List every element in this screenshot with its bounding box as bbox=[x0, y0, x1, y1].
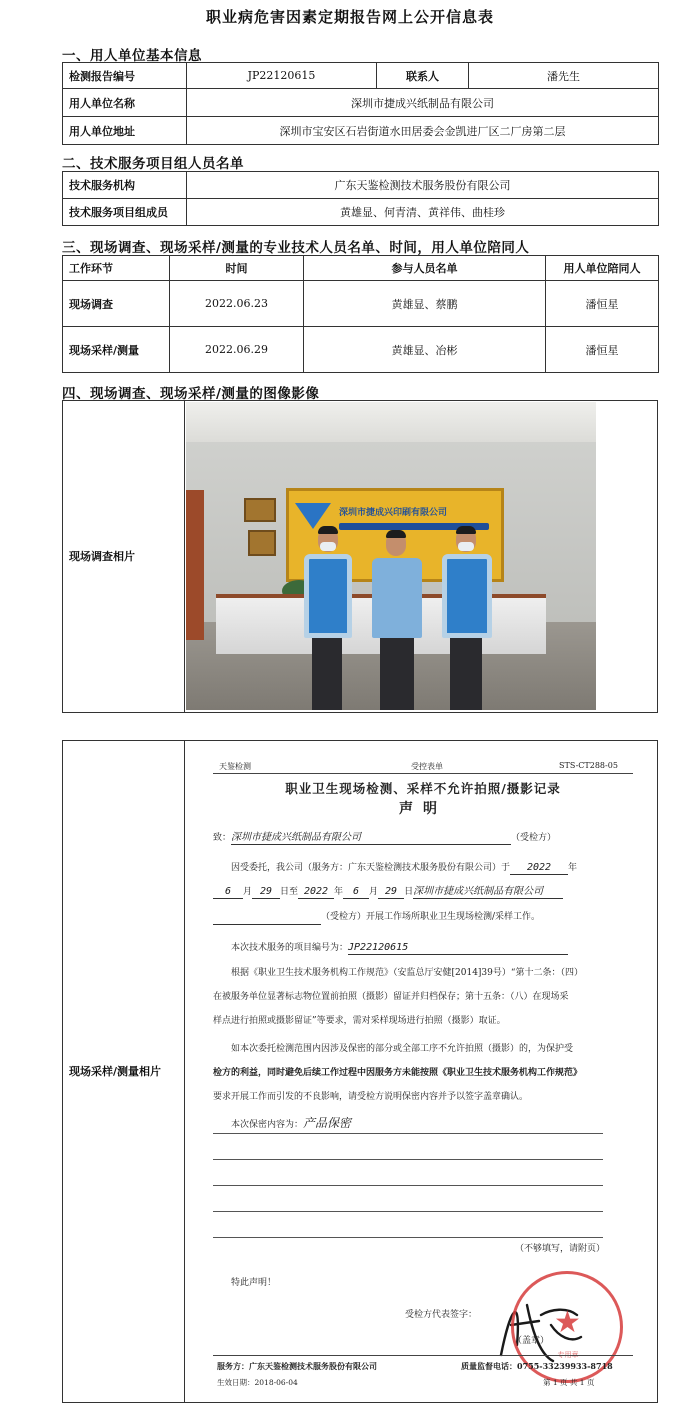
statement-declare: 特此声明！ bbox=[231, 1278, 277, 1288]
statement-header-right: STS-CT288-05 bbox=[559, 761, 618, 770]
header-date: 时间 bbox=[170, 256, 304, 281]
contact-value: 潘先生 bbox=[469, 63, 659, 89]
page-title: 职业病危害因素定期报告网上公开信息表 bbox=[205, 8, 494, 26]
row1-companion: 潘恒星 bbox=[546, 281, 659, 327]
statement-header-rule bbox=[213, 773, 633, 774]
statement-confidential-label: 本次保密内容为： bbox=[231, 1120, 304, 1130]
table-row bbox=[63, 327, 659, 373]
statement-blank-line bbox=[213, 1185, 603, 1186]
service-org-label: 技术服务机构 bbox=[63, 172, 187, 199]
statement-header-mid: 受控表单 bbox=[411, 762, 443, 771]
statement-month-end: 6 bbox=[343, 885, 369, 899]
statement-blank-line bbox=[213, 1211, 603, 1212]
statement-para3-line3: 样点进行拍照或摄影留证”等要求，需对采样现场进行拍照（摄影）取证。 bbox=[213, 1016, 506, 1026]
row1-staff: 黄雄显、蔡鹏 bbox=[304, 281, 546, 327]
report-no-value: JP22120615 bbox=[187, 63, 377, 89]
statement-sign-label: 受检方代表签字： bbox=[405, 1310, 478, 1320]
statement-year-suffix: 年 bbox=[568, 863, 578, 873]
row2-companion: 潘恒星 bbox=[546, 327, 659, 373]
section2-heading: 二、技术服务项目组人员名单 bbox=[62, 156, 244, 172]
statement-to-company: 深圳市捷成兴纸制品有限公司 bbox=[231, 831, 511, 845]
statement-date-text: 日 bbox=[404, 887, 414, 897]
statement-para1-line1 bbox=[231, 861, 651, 875]
statement-title: 职业卫生现场检测、采样不允许拍照/摄影记录 bbox=[285, 781, 561, 796]
unit-address-value: 深圳市宝安区石岩街道水田居委会金凯进厂区二厂房第二层 bbox=[187, 117, 659, 145]
statement-recipient-line bbox=[213, 831, 633, 845]
unit-name-value: 深圳市捷成兴纸制品有限公司 bbox=[187, 89, 659, 117]
photo-ceiling bbox=[186, 402, 596, 442]
statement-date-text: 月 bbox=[369, 887, 379, 897]
statement-to-suffix: （受检方） bbox=[511, 833, 557, 843]
service-org-value: 广东天鉴检测技术服务股份有限公司 bbox=[187, 172, 659, 199]
statement-para1-line3 bbox=[213, 911, 633, 925]
statement-header-left: 天鉴检测 bbox=[219, 762, 251, 771]
section1-heading: 一、用人单位基本信息 bbox=[62, 48, 202, 64]
seal-text: 专用章 bbox=[557, 1351, 579, 1359]
statement-date-text: 月 bbox=[243, 887, 253, 897]
row1-date: 2022.06.23 bbox=[170, 281, 304, 327]
statement-footer-tel: 质量监督电话：0755-33239933-8718 bbox=[461, 1361, 613, 1371]
statement-day-start: 29 bbox=[252, 885, 280, 899]
statement-subtitle: 声明 bbox=[399, 801, 447, 817]
survey-photo-box bbox=[62, 400, 658, 713]
survey-photo bbox=[186, 402, 596, 710]
statement-year: 2022 bbox=[510, 861, 568, 875]
statement-para4-line1: 如本次委托检测范围内因涉及保密的部分或全部工序不允许拍照（摄影）的，为保护受 bbox=[231, 1044, 574, 1054]
statement-to-prefix: 致： bbox=[213, 833, 232, 843]
statement-blank-line bbox=[213, 1237, 603, 1238]
statement-seal-label: （盖章） bbox=[513, 1336, 550, 1346]
statement-company-hw: 深圳市捷成兴纸制品有限公司 bbox=[413, 885, 563, 899]
team-members-value: 黄雄显、何青清、黄祥伟、曲桂珍 bbox=[187, 199, 659, 226]
statement-footer-page: 第 1 页 共 1 页 bbox=[543, 1378, 595, 1387]
statement-footer-date: 生效日期：2018-06-04 bbox=[217, 1378, 298, 1387]
statement-project-no-line bbox=[231, 941, 651, 955]
header-companion: 用人单位陪同人 bbox=[546, 256, 659, 281]
photo-person-left bbox=[298, 514, 358, 710]
statement-footer-rule bbox=[213, 1355, 633, 1356]
section4-heading: 四、现场调查、现场采样/测量的图像影像 bbox=[62, 386, 320, 402]
statement-month-start: 6 bbox=[213, 885, 243, 899]
statement-year-end: 2022 bbox=[298, 885, 334, 899]
statement-project-no-label: 本次技术服务的项目编号为： bbox=[231, 943, 349, 953]
table-row bbox=[63, 281, 659, 327]
unit-address-label: 用人单位地址 bbox=[63, 117, 187, 145]
statement-para1-end: （受检方）开展工作场所职业卫生现场检测/采样工作。 bbox=[321, 912, 541, 922]
report-no-label: 检测报告编号 bbox=[63, 63, 187, 89]
seal-star-icon: ★ bbox=[554, 1305, 581, 1340]
header-staff: 参与人员名单 bbox=[304, 256, 546, 281]
section3-heading: 三、现场调查、现场采样/测量的专业技术人员名单、时间，用人单位陪同人 bbox=[62, 240, 530, 256]
statement-footer-service: 服务方：广东天鉴检测技术服务股份有限公司 bbox=[217, 1361, 377, 1371]
survey-schedule-table bbox=[62, 255, 659, 373]
photo-door bbox=[186, 490, 204, 640]
team-members-label: 技术服务项目组成员 bbox=[63, 199, 187, 226]
photo-plaque bbox=[248, 530, 276, 556]
statement-para3-line1: 根据《职业卫生技术服务机构工作规范》（安监总厅安健[2014]39号）“第十二条：（四） bbox=[231, 968, 583, 978]
statement-note: （不够填写，请附页） bbox=[515, 1244, 606, 1254]
statement-para1-line2 bbox=[213, 885, 633, 899]
photo-person-middle bbox=[366, 520, 426, 710]
survey-photo-label: 现场调查相片 bbox=[63, 401, 185, 712]
row1-stage: 现场调查 bbox=[63, 281, 170, 327]
statement-day-end: 29 bbox=[378, 885, 404, 899]
unit-name-label: 用人单位名称 bbox=[63, 89, 187, 117]
photo-sign-text: 深圳市捷成兴印刷有限公司 bbox=[339, 508, 448, 518]
statement-para1-text: 因受委托，我公司（服务方：广东天鉴检测技术服务股份有限公司）于 bbox=[231, 863, 511, 873]
statement-para4-line3: 要求开展工作而引发的不良影响，请受检方说明保密内容并予以签字盖章确认。 bbox=[213, 1092, 529, 1102]
photo-plaque bbox=[244, 498, 276, 522]
statement-para4-line2: 检方的利益，同时避免后续工作过程中因服务方未能按照《职业卫生技术服务机构工作规范》 bbox=[213, 1068, 583, 1078]
row2-stage: 现场采样/测量 bbox=[63, 327, 170, 373]
statement-date-text: 日至 bbox=[280, 887, 299, 897]
service-team-table bbox=[62, 171, 659, 226]
statement-confidential-line bbox=[231, 1117, 651, 1132]
row2-staff: 黄雄显、冶彬 bbox=[304, 327, 546, 373]
contact-label: 联系人 bbox=[377, 63, 469, 89]
statement-blank-line bbox=[213, 1133, 603, 1134]
row2-date: 2022.06.29 bbox=[170, 327, 304, 373]
sampling-photo-box bbox=[62, 740, 658, 1403]
statement-project-no: JP22120615 bbox=[348, 941, 568, 955]
photo-person-right bbox=[436, 514, 498, 710]
statement-date-text: 年 bbox=[334, 887, 344, 897]
sampling-photo-label: 现场采样/测量相片 bbox=[63, 741, 185, 1402]
statement-confidential-content: 产品保密 bbox=[303, 1116, 352, 1130]
statement-blank-line bbox=[213, 1159, 603, 1160]
header-stage: 工作环节 bbox=[63, 256, 170, 281]
statement-para3-line2: 在被服务单位显著标志物位置前拍照（摄影）留证并归档保存；第十五条：（八）在现场采 bbox=[213, 992, 569, 1002]
statement-document bbox=[213, 749, 633, 1399]
unit-info-table bbox=[62, 62, 659, 145]
